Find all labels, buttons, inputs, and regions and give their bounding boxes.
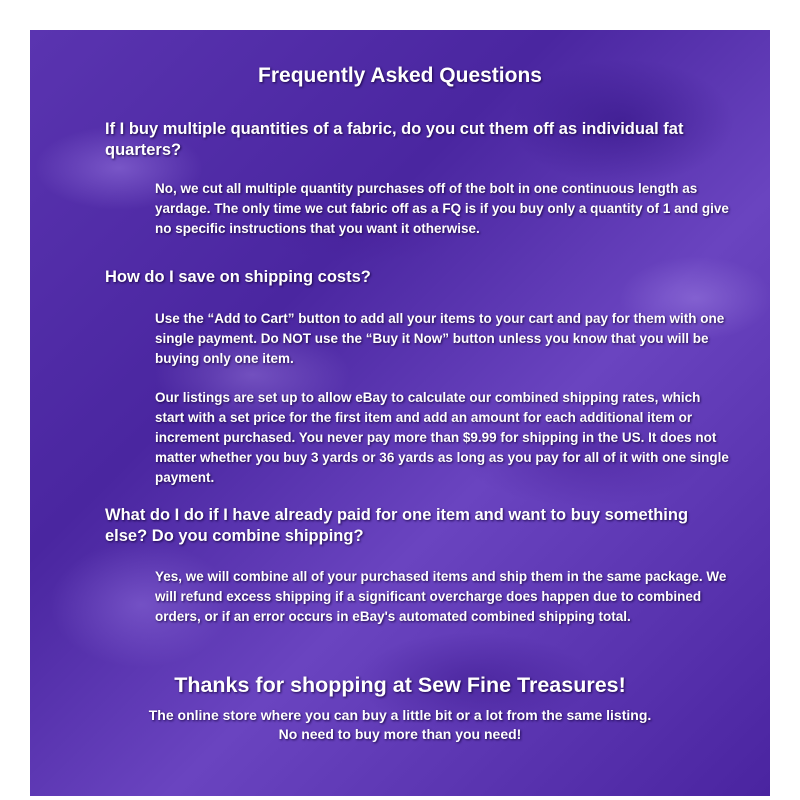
store-tagline: The online store where you can buy a little bit or a lot from the same listing.	[148, 707, 652, 723]
thanks-message: Thanks for shopping at Sew Fine Treasures!	[174, 673, 626, 697]
faq-answer-3: Yes, we will combine all of your purchased items and ship them in the same package. We will refund excess shipping if a significant overcharge does happen due to combined orders, or if an error occurs in eBay's automated combined shipping total.	[155, 569, 727, 624]
faq-answer-1: No, we cut all multiple quantity purchases off of the bolt in one continuous length as yardage. The only time we cut fabric off as a FQ is if you buy only a quantity of 1 and give no specific instructions that you want it otherwise.	[155, 181, 729, 236]
faq-question-3: What do I do if I have already paid for one item and want to buy something else? Do you combine shipping?	[105, 506, 689, 545]
store-tagline-2: No need to buy more than you need!	[278, 726, 522, 742]
faq-question-1: If I buy multiple quantities of a fabric, do you cut them off as individual fat quarters?	[105, 120, 684, 159]
page-title: Frequently Asked Questions	[258, 64, 542, 87]
faq-question-2: How do I save on shipping costs?	[105, 268, 371, 286]
faq-answer-2a: Use the “Add to Cart” button to add all your items to your cart and pay for them with one single payment. Do NOT use the “Buy it Now” button unless you know that you will be buying only one item.	[155, 311, 725, 366]
faq-answer-2b: Our listings are set up to allow eBay to calculate our combined shipping rates, which start with a set price for the first item and add an amount for each additional item or increment purchased. You never pay more than $9.99 for shipping in the US. It does not matter whether you buy 3 yards or 36 yards as long as you pay for all of it with one single payment.	[155, 390, 729, 485]
fabric-background-panel	[30, 30, 770, 796]
